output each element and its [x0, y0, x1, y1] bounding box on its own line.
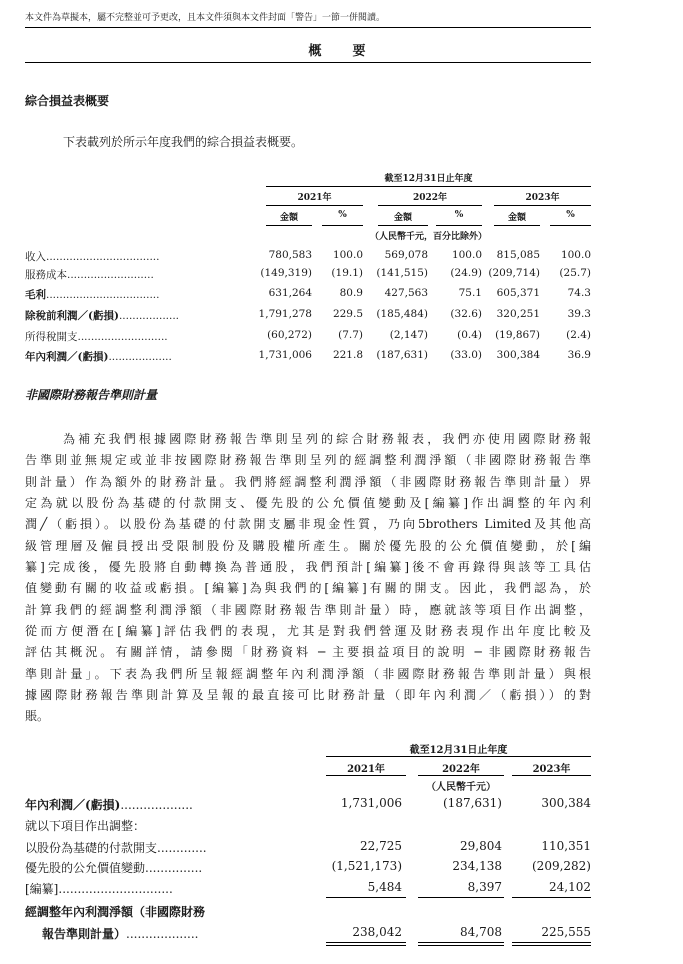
row-label-text: 所得稅開支	[25, 331, 78, 343]
draft-notice: 本文件為草擬本，屬不完整並可予更改，且本文件須與本文件封面「警告」一節一併閱讀。	[25, 13, 386, 23]
table1-year-2022: 2022年	[412, 193, 448, 203]
table1-cell: 1,791,278	[258, 308, 312, 320]
section-intro: 下表載列於所示年度我們的綜合損益表概要。	[63, 135, 304, 149]
non-ifrs-paragraph	[25, 429, 591, 728]
table1-row-label	[25, 287, 159, 302]
table1-cell: 100.0	[332, 249, 363, 261]
table1-cell: 427,563	[384, 287, 428, 299]
table1-cell: (2,147)	[389, 329, 428, 341]
table1-year-rule	[494, 205, 591, 206]
table1-col-pct: %	[338, 210, 347, 220]
title-rule	[25, 62, 591, 63]
row-leader-dots: ..................	[118, 310, 180, 322]
paragraph-line: 纂]完成後，優先股將自動轉換為普通股，我們預計[編纂]後不會再錄得與該等工具估	[25, 560, 591, 575]
table2-cell: 84,708	[460, 925, 502, 939]
table1-cell: 39.3	[567, 308, 591, 320]
paragraph-line: 準則計量」。下表為我們所呈報經調整年內利潤淨額（非國際財務報告準則計量）與根	[25, 666, 591, 681]
table1-cell: (32.6)	[450, 308, 482, 320]
table1-row-label	[25, 329, 168, 344]
page-title: 概 要	[308, 44, 375, 59]
table1-cell: (2.4)	[566, 329, 591, 341]
table2-year-rule	[418, 775, 504, 776]
table2-cell: (1,521,173)	[331, 859, 402, 873]
table2-row-label	[42, 925, 199, 942]
table2-cell: 29,804	[460, 839, 502, 853]
table1-col-rule	[436, 225, 482, 226]
table1-cell: 815,085	[496, 249, 540, 261]
row-label-text: 年內利潤／(虧損)	[25, 351, 109, 363]
table2-period-rule	[326, 756, 591, 757]
paragraph-line: 告準則並無規定或並非按國際財務報告準則呈列的經調整利潤淨額（非國際財務報告準	[25, 453, 591, 468]
table1-cell: 80.9	[339, 287, 363, 299]
table1-unit-note: （人民幣千元，百分比除外）	[369, 232, 487, 242]
row-label-text: 服務成本	[25, 269, 67, 281]
table2-cell: 225,555	[541, 925, 591, 939]
paragraph-line: 從而方便潛在[編纂]評估我們的表現，尤其是對我們營運及財務表現作出年度比較及	[25, 624, 591, 639]
table1-col-rule	[378, 225, 428, 226]
table2-total-rule	[418, 942, 504, 943]
table2-cell: 24,102	[549, 880, 591, 894]
table1-row-label	[25, 267, 154, 282]
table1-cell: 631,264	[268, 287, 312, 299]
table2-row-label	[25, 859, 202, 876]
table1-cell: 75.1	[458, 287, 482, 299]
table2-total-rule	[512, 945, 591, 946]
table2-unit-note: （人民幣千元）	[426, 782, 496, 793]
table2-row-label	[25, 880, 173, 897]
table2-total-rule	[326, 897, 406, 898]
table2-period-header: 截至12月31日止年度	[409, 745, 508, 756]
table2-cell: 234,138	[452, 859, 502, 873]
table2-total-rule	[418, 945, 504, 946]
row-label-text: 收入	[25, 251, 46, 263]
table1-period-rule	[266, 186, 591, 187]
table1-col-rule	[322, 225, 363, 226]
table2-cell: (187,631)	[443, 796, 502, 810]
table1-col-amount: 金額	[279, 213, 298, 223]
section-heading-income-statement: 綜合損益表概要	[25, 94, 110, 108]
paragraph-line: 級管理層及僱員授出受限制股份及購股權所產生。關於優先股的公允價值變動，於[編	[25, 538, 591, 553]
table1-cell: 780,583	[268, 249, 312, 261]
table1-cell: (0.4)	[457, 329, 482, 341]
row-leader-dots: ..........................	[67, 269, 154, 281]
table1-cell: 74.3	[567, 287, 591, 299]
table1-cell: (60,272)	[267, 329, 312, 341]
table1-col-amount: 金額	[393, 213, 412, 223]
row-label-text: 經調整年內利潤淨額（非國際財務	[25, 905, 206, 919]
row-leader-dots: .............	[157, 841, 207, 855]
table1-cell: 605,371	[496, 287, 540, 299]
row-label-text: 毛利	[25, 289, 46, 301]
row-label-text: 年內利潤／(虧損)	[25, 798, 121, 812]
table2-cell: 8,397	[467, 880, 502, 894]
table1-cell: (19.1)	[331, 267, 363, 279]
table1-cell: (7.7)	[338, 329, 363, 341]
table1-cell: (209,714)	[488, 267, 540, 279]
table2-year-2023: 2023年	[532, 764, 571, 775]
table2-cell: (209,282)	[532, 859, 591, 873]
table1-year-2023: 2023年	[525, 193, 560, 203]
table2-total-rule	[326, 942, 406, 943]
table1-cell: 100.0	[451, 249, 482, 261]
table1-col-rule	[550, 225, 591, 226]
table2-row-label	[25, 796, 193, 813]
table2-total-rule	[512, 897, 591, 898]
table1-year-rule	[378, 205, 482, 206]
table2-cell: 1,731,006	[340, 796, 402, 810]
table1-cell: (187,631)	[376, 349, 428, 361]
table2-total-rule	[512, 942, 591, 943]
row-leader-dots: ..............................	[58, 882, 173, 896]
table1-cell: 300,384	[496, 349, 540, 361]
row-leader-dots: ..................................	[46, 251, 160, 263]
row-label-text: 優先股的公允價值變動	[25, 861, 146, 875]
paragraph-line: 潤╱（虧損）。以股份為基礎的付款開支屬非現金性質，乃向5brothers Limited及其他高	[25, 517, 591, 532]
table1-col-rule	[266, 225, 312, 226]
table1-cell: 100.0	[560, 249, 591, 261]
row-leader-dots: ...................	[120, 798, 193, 812]
table1-col-pct: %	[454, 210, 464, 220]
table1-period-header: 截至12月31日止年度	[384, 174, 473, 184]
row-leader-dots: ...................	[126, 927, 199, 941]
row-label-text: 報告準則計量）	[42, 927, 127, 941]
table1-cell: 1,731,006	[258, 349, 312, 361]
paragraph-line: 據國際財務報告準則計算及呈報的最直接可比財務計量（即年內利潤／（虧損））的對	[25, 688, 591, 703]
paragraph-line: 賬。	[25, 709, 50, 724]
table1-cell: 320,251	[496, 308, 540, 320]
header-rule	[25, 27, 591, 28]
paragraph-line: 值變動有關的收益或虧損。[編纂]為與我們的[編纂]有關的開支。因此，我們認為，於	[25, 581, 591, 596]
table2-cell: 5,484	[367, 880, 402, 894]
table2-year-2021: 2021年	[347, 764, 385, 775]
table2-total-rule	[326, 945, 406, 946]
paragraph-line: 則計量）作為額外的財務計量。我們將經調整利潤淨額（非國際財務報告準則計量）界	[25, 474, 591, 489]
table1-row-label	[25, 308, 179, 323]
table1-cell: (33.0)	[450, 349, 482, 361]
row-leader-dots: ...............	[145, 861, 203, 875]
table1-cell: (141,515)	[376, 267, 428, 279]
table1-col-pct: %	[566, 210, 575, 220]
table1-year-rule	[266, 205, 363, 206]
table2-cell: 238,042	[352, 925, 402, 939]
table1-year-2021: 2021年	[297, 193, 332, 203]
table1-row-label	[25, 349, 172, 364]
paragraph-line: 評估其概況。有關詳情，請參閱「財務資料 ─ 主要損益項目的說明 ─ 非國際財務報告	[25, 645, 591, 660]
table1-cell: 36.9	[567, 349, 591, 361]
table2-total-rule	[418, 897, 504, 898]
table1-cell: (25.7)	[559, 267, 591, 279]
table1-cell: (19,867)	[495, 329, 540, 341]
table2-row-label	[25, 839, 207, 856]
row-leader-dots: ..................................	[46, 289, 160, 301]
table1-cell: (24.9)	[450, 267, 482, 279]
table2-cell: 22,725	[360, 839, 402, 853]
table1-cell: (149,319)	[260, 267, 312, 279]
row-label-text: [編纂]	[25, 882, 59, 896]
row-label-text: 除稅前利潤／(虧損)	[25, 310, 119, 322]
row-label-text: 以股份為基礎的付款開支	[25, 841, 158, 855]
paragraph-line: 為補充我們根據國際財務報告準則呈列的綜合財務報表，我們亦使用國際財務報	[63, 432, 591, 446]
table2-row-label	[25, 903, 205, 920]
table1-cell: 221.8	[332, 349, 363, 361]
paragraph-line: 定為就以股份為基礎的付款開支、優先股的公允價值變動及[編纂]作出調整的年內利	[25, 496, 591, 511]
table1-col-rule	[494, 225, 540, 226]
section-heading-non-ifrs: 非國際財務報告準則計量	[25, 388, 158, 402]
table1-col-amount: 金額	[507, 213, 526, 223]
paragraph-line: 計算我們的經調整利潤淨額（非國際財務報告準則計量）時，應就該等項目作出調整，	[25, 602, 591, 617]
row-leader-dots: ...................	[108, 351, 172, 363]
table2-year-rule	[326, 775, 406, 776]
table2-cell: 110,351	[541, 839, 591, 853]
table1-cell: 229.5	[332, 308, 363, 320]
table2-row-label	[25, 817, 145, 834]
table2-year-rule	[512, 775, 591, 776]
table1-cell: 569,078	[384, 249, 428, 261]
table1-cell: (185,484)	[376, 308, 428, 320]
table1-row-label	[25, 249, 159, 264]
table2-year-2022: 2022年	[442, 764, 480, 775]
row-label-text: 就以下項目作出調整：	[25, 819, 146, 833]
table2-cell: 300,384	[541, 796, 591, 810]
row-leader-dots: ...........................	[77, 331, 168, 343]
